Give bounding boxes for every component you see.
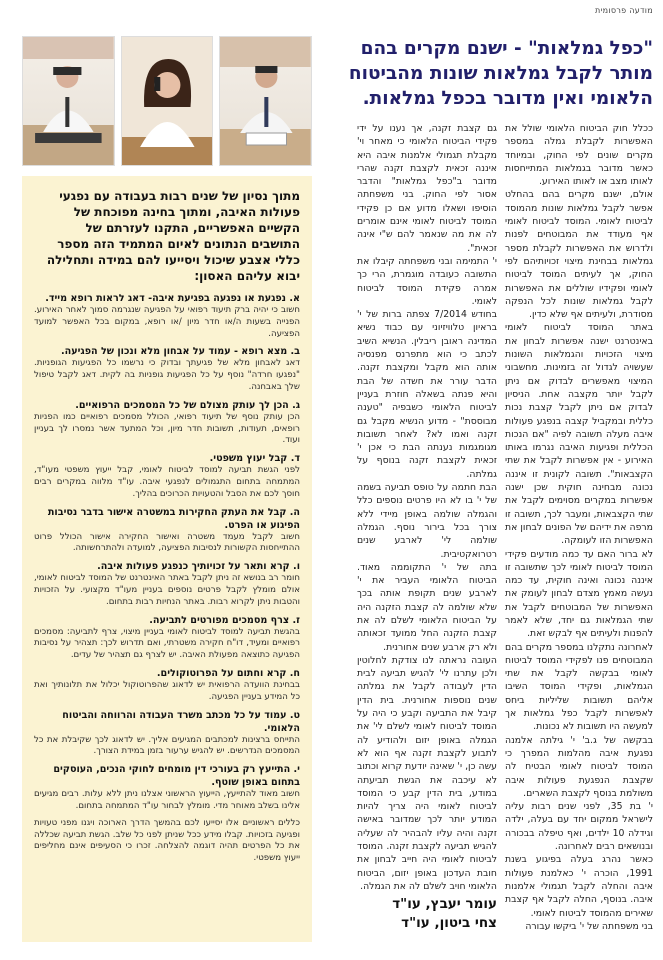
article-paragraph: לאחרונה נתקלנו במספר מקרים בהם המבוטחים פנו לפקידי המוסד לביטוח לאומי בבקשה לקבל את שתי הגמלאות, ופקידי המוסד השיבו אליהם תשובות שליליות ביחס לאפשרות לקבל כפל גמלאות אך למעשה היו תשובות לא נכונות. <box>505 641 653 733</box>
tip-item <box>34 709 300 759</box>
tip-body: בבחינת הוועדה הרפואית יש לדאוג שהפרוטוקול יכלול את תלונותיך ואת כל המידע בעניין הפגיעה. <box>34 679 300 702</box>
tip-body: לפני הגשת תביעה למוסד לביטוח לאומי, קבל ייעוץ משפטי מעו"ד, המתמחה בתחום התגמולים לנפגעי איבה. עו"ד מלווה במקרים רבים חוסך לכם את הסבל והטעויות הכרוכים בהליך. <box>34 465 300 499</box>
tip-item <box>34 452 300 500</box>
sidebar-closing: כללים ראשוניים אלו יסייעו לכם בהמשך הדרך הארוכה ויגנו מפני טעויות ופגיעה בזכויות. קבלו מידע ככל שניתן לפני כל שלב. הגשת תביעה שכללה את כל הפרטים תהיה דוגמה להצלחה. זכרו כי הסעיפים אינם מחליפים ייעוץ משפטי. <box>34 817 300 864</box>
article-paragraph: בתה של י' התקוממה מאוד. הביטוח הלאומי העביר את י' לארבע שנים תקופת אותה בכך שלא שולמה לה קצבת הזקנה היה על הביטוח הלאומי לשלם לה את קצבת הזקנה החל ממועד זכאותה ולא רק ארבע שנים אחורנית. <box>357 561 497 653</box>
article-paragraph: בבקשה של ג.ב' י' גילתה אלמנה נפגעת איבה מהלמות המפרך כי המוסד לביטוח לאומי הבטיח לה שקצבת הנפגעת פעולות איבה משולמת בנוסף לקצבת השארים. <box>505 734 653 799</box>
author-signature <box>357 895 497 933</box>
tip-heading: י. התייעץ רק בעורכי דין מומחים לחוקי הנכים, העוסקים בתחום באופן שוטף. <box>53 764 300 789</box>
tip-item <box>34 560 300 608</box>
tip-item <box>34 614 300 662</box>
photo-strip <box>22 36 312 166</box>
article-column-middle <box>357 122 497 892</box>
tip-item <box>34 763 300 813</box>
article-paragraph: לא ברור האם עד כמה מודעים פקידי המוסד לביטוח לאומי לכך שתשובה זו איננה נכונה ואינה חוקית, עד כמה נעשה מאמץ מצדם לבחון לעומק את האפשרות של המבוטחים לקבל את שתי הגמלאות גם יחד, שלא לאמר להפנות ולעיתים אף לבקש זאת. <box>505 548 653 640</box>
tips-sidebar <box>22 176 312 942</box>
tip-body: חשוב לקבל מעמד משטרה ואישור החקירה אישור הכולל פרוט ההתייחסות הקשורות לנסיבות הפציעה, למועדה ולהתרחשותה. <box>34 531 300 554</box>
tip-item <box>34 667 300 704</box>
tip-body: הכן עותק נוסף של תיעוד רפואי, הכולל מסמכים רפואיים כמו הפניות רופאים, תעודות, תשובות חדר מיון, וכל המתעד אשר נמסרו לך בעניין ועוד. <box>34 411 300 446</box>
tip-heading: ז. צרף מסמכים מפורטים לתביעה. <box>149 614 300 626</box>
tip-heading: ד. קבל יעוץ משפטי. <box>209 453 300 465</box>
article-paragraph: הבת חתמה על טופס תביעה בשמה של י' בו לא היו פרטים נוספים כלל והגמלה שולמה באופן מיידי ללא צורך בכל בירור נוסף. הגמלה שולמה לי' לארבע שנים רטרואקטיבית. <box>357 482 497 560</box>
tip-item <box>34 399 300 447</box>
tip-item <box>34 292 300 340</box>
tip-heading: א. נפגעת או נפגעה בפגיעת איבה- דאג לראות רופא מייד. <box>45 293 300 304</box>
photo-lawyer-keyboard <box>22 36 115 166</box>
article-paragraph: אולם, ישנם מקרים בהם בהחלט אפשר לקבל גמלאות שונות מהמוסד לביטוח לאומי. המוסד לביטוח לאומי אף מעודד את המבוטחים לפנות ולדרוש את האפשרות לקבלת מספר גמלאות בבחינת מיצוי זכויותיהם לפי החוק, אך לעיתים המוסד לביטוח לאומי ופקידיו שוללים את האפשרות לקבל גמלאות שונות לכל הנפקה מסודרת, ולעיתים אף שלא כדין. <box>505 189 653 321</box>
sidebar-intro: מתוך נסיון של שנים רבות בעבודה עם נפגעי פעולות האיבה, ומתוך בחינה מפוכחת של הקשיים האפשריים, התקנו לעזרתם של התושבים הנתונים לאיום המתמיד הזה מספר כללי אצבע שיכול ויסייעו להם במידה ותחלילה יבוא עליהם האסון: <box>46 189 300 283</box>
article-paragraph: כאשר נהרג בעלה בפיגוע בשנת 1991, הוכרה י' כאלמנת פעולות איבה והחלה לקבל תגמולי אלמנות איבה. בנוסף, החלה לקבל אף קצבת שאירים מהמוסד לביטוח לאומי. <box>505 854 653 919</box>
tip-heading: ב. מצא רופא - עמוד על אבחון מלא ונכון של הפגיעה. <box>60 346 300 358</box>
author-name: עומר יעבץ, עו"ד <box>392 896 497 912</box>
article-paragraph: בני משפחתה של י' ביקשו עבורה <box>525 920 653 932</box>
headline: "כפל גמלאות" - ישנם מקרים בהם מותר לקבל גמלאות שונות מהביטוח הלאומי ואין מדובר בכפל גמלאות. <box>348 38 653 109</box>
tip-heading: ג. הכן לך עותק מצולם של כל המסמכים הרפואיים. <box>75 399 300 411</box>
author-name: צחי ביטון, עו"ד <box>401 915 497 931</box>
article-paragraph: העובה נראתה לנו צודקת לחלוטין ולכן עתרנו לי' להגיש תביעה לבית הדין לעבודה לקבל את גמלתה שנים נוספות אחורנית. בית הדין קיבל את התביעה וקבע כי היה על המוסד לביטוח לאומי לשלם לי' את הגמלה באופן יזום ולהודיע לה לתבוע לקצבת זקנה אף הוא לא עשה כן, י' שאינה יודעת קרוא וכתוב לא עיכבה את הגשת תביעתה במודע, בית הדין קבע כי המוסד לביטוח לאומי היה צריך להיות המודע יותר לכך שמדובר באישה זקנה והיה עליו להבהיר לה שעליה להגיש תביעה לקצבת זקנה. המוסד לביטוח לאומי היה חייב לבחון את חובת העדכון באופן יזום, הביטוח הלאומי חויב לשלם לה את הגמלה. <box>357 654 497 892</box>
article-paragraph: י' התמימה ובני משפחתה קיבלו את התשובה כעובדה מוגמרת, הרי כך אמרה פקידת המוסד לביטוח לאומי. <box>357 255 497 307</box>
tip-body: חומר רב בנושא זה ניתן לקבל באתר האינטרנט של המוסד לביטוח לאומי, אולם מומלץ לקבל פרטים נוספים בעניין מעו"ד מקצועי. על הזכויות והטבות ניתן לקרוא רבות. באתר הנחיות רבות בתחום. <box>34 573 300 607</box>
tip-item <box>34 345 300 393</box>
tip-body: התייחס ברצינות למכתבים המגיעים אליך. יש לדאוג לכך שקיבלת את כל המסמכים הנדרשים. יש להגיש ערעור בזמן במידת הצורך. <box>34 734 300 757</box>
article-paragraph: ככלל חוק הביטוח הלאומי שולל את האפשרות לקבלת גמלה במספר מקרים שונים לפי החוק, ובמיוחד כאשר מדובר בגמלאות המתייחסות לאותו מצב או לאותו האירוע. <box>505 123 653 188</box>
tip-body: בהגשת תביעה למוסד לביטוח לאומי בעניין מיצוי, צרף לתביעה: מסמכים רפואיים ומעיד, דו"ח חקירה משטרתי, ואם תדרוש לכך: תצהיר על נסיבות הפגיעה כתוצאה מפעולת האיבה. יש לצרף גם תצהיר של עדים. <box>34 626 300 661</box>
article-paragraph: גם קצבת זקנה, אך נענו על ידי פקידי הביטוח הלאומי כי מאחר וי' מקבלת תגמולי אלמנות איבה היא איננה זכאית לקצבת זקנה שהרי מדובר ב"כפל גמלאות" והדבר אסור לפי החוק. בני משפחתה הוסיפו ושאלו מדוע אם כן פקידי המוסד לביטוח לאומי אינם אומרים לה את מה שנאמר להם ש"י אינה זכאית". <box>357 123 497 254</box>
tip-heading: ח. קרא וחתום על הפרוטוקולים. <box>156 667 300 679</box>
advertisement-tag: מודעה פרסומית <box>594 6 653 15</box>
tip-body: חשוב כי יהיה ברק תיעוד רפואי על הפגיעה שנגרמה סמוך לאחר האירוע. הפנייה בשעות ה/או חדר מיון /או רופא, במקום בכל האפשר למועד הפציעה. <box>34 305 300 339</box>
tip-heading: ט. עמוד על כל מכתב משרד העבודה והרווחה והביטוח הלאומי. <box>62 709 300 734</box>
article-column-right <box>505 122 653 952</box>
article-paragraph: י' בת 35, לפני שנים רבות עליה לישראל ממקום יחד עם בעלה, ילדה וגידלה 10 ילדים, ואף טיפלה בבכורה ובנושאים רבים לאחרונה. <box>505 801 653 853</box>
photo-lawyer-reading <box>219 36 312 166</box>
tip-body: דאג לאבחון מלא של פגיעתך ובדוק כי נרשמו כל הפגיעות הגופניות. "נפגעו חרדה" נוסף על כל הפגיעות גופניות בה לקית. דאג לקבל טיפול שלך באבחנה. <box>34 358 300 392</box>
tip-heading: ו. קרא ותאר על זכויותיך כנפגע פעולות איבה. <box>97 561 300 573</box>
article-paragraph: בחודש 7/2014 צפתה ברות של י' בראיון טלוויזיוני עם כבוד נשיא המדינה ראובן ריבלין. הנשיא השיב לכתב כי הוא מתפרנס מפנסיה אותה הוא מקבל ומקצבת זקנה. הדבר עורר את חשדה של הבת והיא פנתה בשאלה חוזרת בעניין לביטוח הלאומי כשבפיה "טענה מבוססת" - מדוע הנשיא מקבל גם זקנה ואמו לא? לאחר תשובות מגומגמות נענתה הבת כי אכן י' זכאית לקצבת זקנה בנוסף על גמלתה. <box>357 309 497 480</box>
tip-heading: ה. קבל את העתק החקירות במשטרה אישור בדבר נסיבות הפיגוע או הפרט. <box>47 506 300 531</box>
tip-item <box>34 506 300 556</box>
article-paragraph: באתר המוסד לביטוח לאומי באינטרנט ישנה אפשרות לבחון את מיצוי הזכויות והגמלאות השונות שעשויה לגדול זה בזמינות. מחשבוני המיצוי מאפשרים לבדוק אם ניתן לקבל יותר מקצבה אחת. הניסיון לבדוק אם ניתן לקבל קצבת נכות כללית ובמקביל קצבה בנפגע פעולות איבה מעלה תשובה לפיה "אם הנכות הכללית ופגיעות האיבה נגרמו באותו האירוע - אין אפשרות לקבל את שתי הקצבאות". תשובה לקונית זו איננה נכונה מבחינה חוקית שכן ישנה אפשרות במקרים מסוימים לקבל את שתי הקצבאות, ומעבר לכך, תשובה זו מרפה את ידיהם של הפונים לבחון את האפשרות הזו לעומקה. <box>505 322 653 547</box>
photo-woman-phone <box>121 36 214 166</box>
tip-body: חשוב מאוד להתייעץ, הייעוץ הראשוני אצלנו ניתן ללא עלות. רבים מגיעים אלינו בשלב מאוחר מדי. מומלץ לבחור עו"ד המתמחה בתחום. <box>34 789 300 811</box>
